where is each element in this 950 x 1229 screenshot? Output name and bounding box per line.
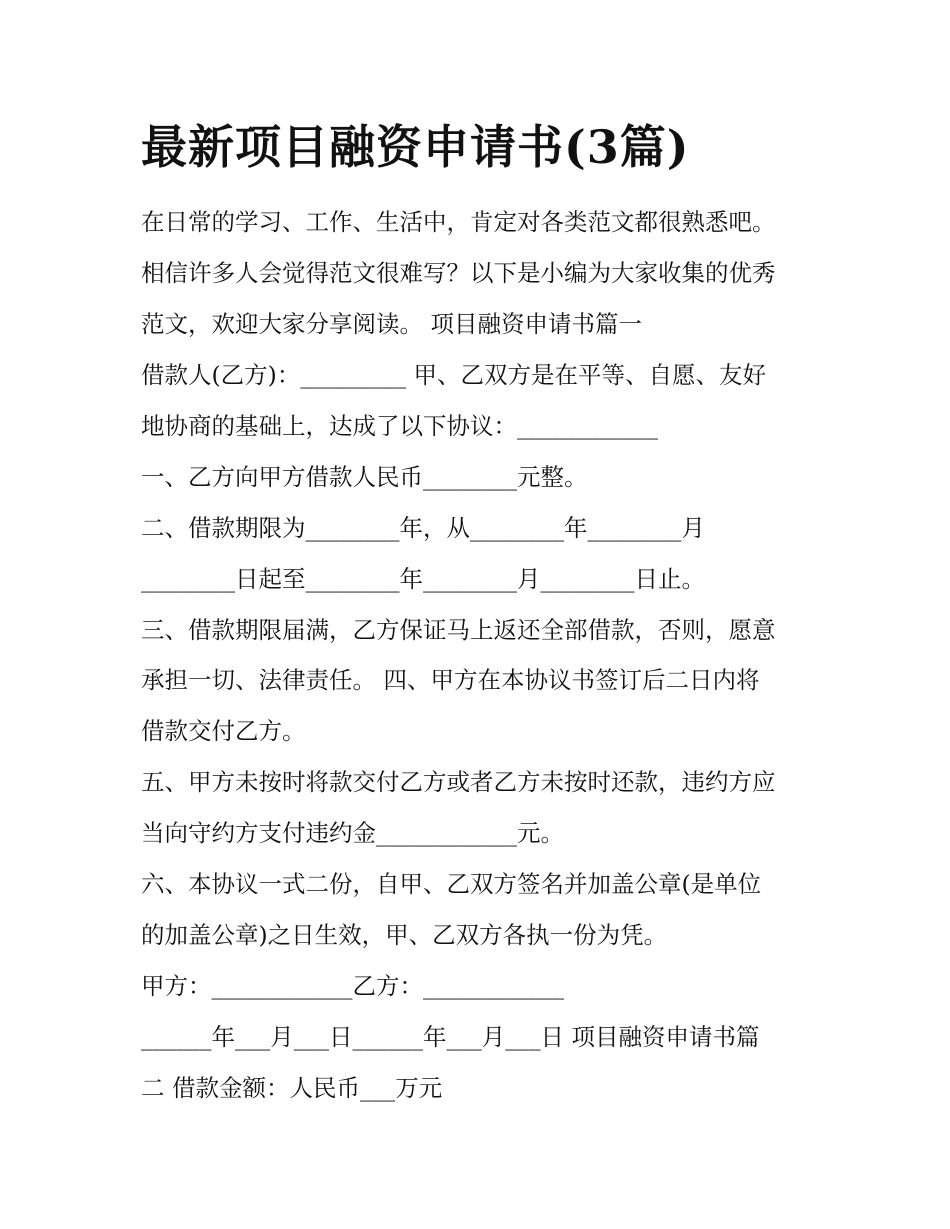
paragraph-line: 地协商的基础上，达成了以下协议：____________ <box>141 412 658 440</box>
paragraph-line: ______年___月___日______年___月___日 项目融资申请书篇 <box>141 1023 760 1051</box>
paragraph-line: 的加盖公章)之日生效，甲、乙双方各执一份为凭。 <box>141 921 668 949</box>
paragraph-line: 相信许多人会觉得范文很难写？以下是小编为大家收集的优秀 <box>141 259 776 287</box>
paragraph-line: 借款交付乙方。 <box>141 717 306 745</box>
paragraph-line: 甲方：____________乙方：____________ <box>141 972 564 1000</box>
paragraph-line: 一、乙方向甲方借款人民币________元整。 <box>141 463 588 491</box>
paragraph-line: 当向守约方支付违约金____________元。 <box>141 819 564 847</box>
paragraph-line: 承担一切、法律责任。 四、甲方在本协议书签订后二日内将 <box>141 666 760 694</box>
document-title: 最新项目融资申请书(3篇) <box>141 120 690 174</box>
paragraph-line: 三、借款期限届满，乙方保证马上返还全部借款，否则，愿意 <box>141 616 776 644</box>
paragraph-line: 五、甲方未按时将款交付乙方或者乙方未按时还款，违约方应 <box>141 768 776 796</box>
paragraph-line: 借款人(乙方)：_________ 甲、乙双方是在平等、自愿、友好 <box>141 361 767 389</box>
paragraph-line: 六、本协议一式二份，自甲、乙双方签名并加盖公章(是单位 <box>141 870 762 898</box>
paragraph-line: ________日起至________年________月________日止。 <box>141 565 705 593</box>
paragraph-line: 在日常的学习、工作、生活中，肯定对各类范文都很熟悉吧。 <box>141 208 776 236</box>
paragraph-line: 范文，欢迎大家分享阅读。 项目融资申请书篇一 <box>141 310 642 338</box>
paragraph-line: 二、借款期限为________年，从________年________月 <box>141 514 705 542</box>
paragraph-line: 二 借款金额：人民币___万元 <box>141 1074 443 1102</box>
